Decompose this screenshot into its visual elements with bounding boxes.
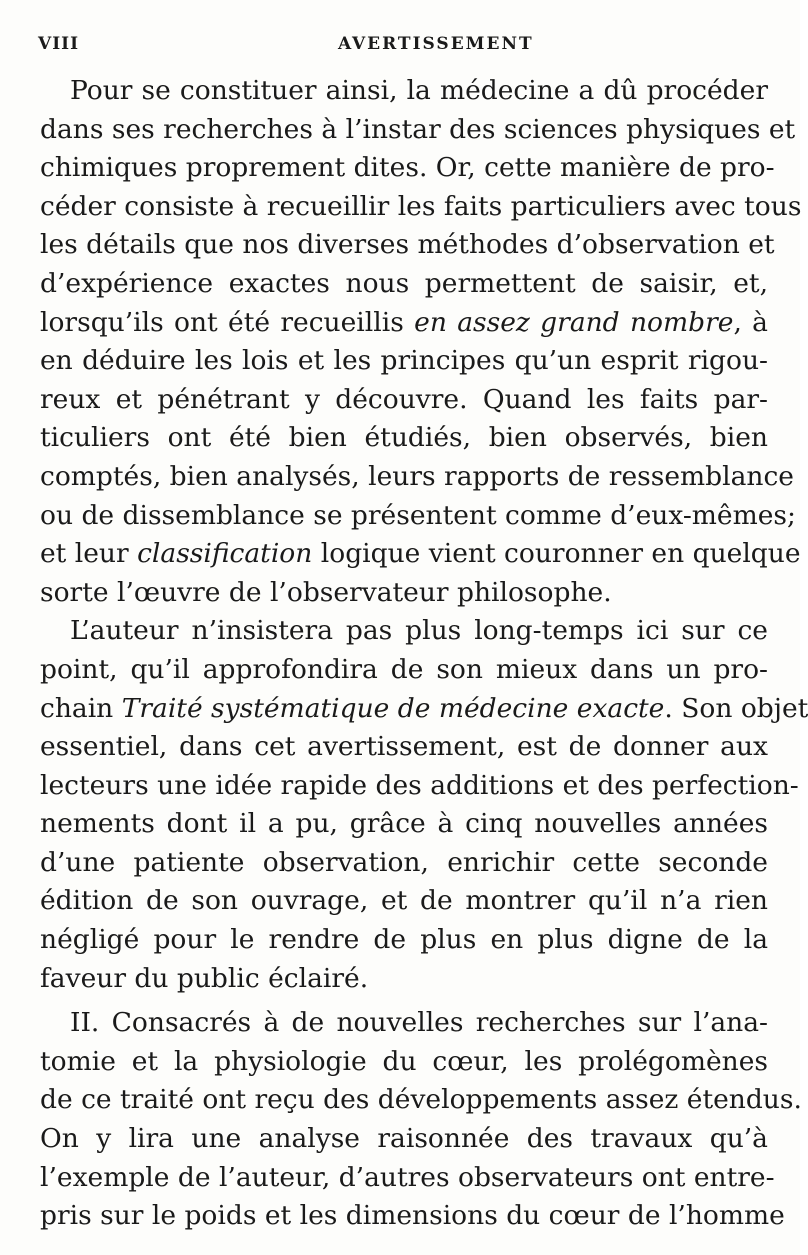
text-line: nements dont il a pu, grâce à cinq nouvelles années (40, 808, 768, 840)
text-line: édition de son ouvrage, et de montrer qu’il n’a rien (40, 885, 768, 917)
text-line: en déduire les lois et les principes qu’un esprit rigou- (40, 345, 768, 377)
paragraph-1 (40, 72, 802, 612)
text-line: On y lira une analyse raisonnée des travaux qu’à (40, 1123, 768, 1155)
text-line: comptés, bien analysés, leurs rapports de ressemblance (40, 460, 794, 492)
text-line: ou de dissemblance se présentent comme d’eux-mêmes; (40, 499, 796, 531)
text-line: chain Traité systématique de médecine exacte. Son objet (40, 692, 808, 724)
text-line: tomie et la physiologie du cœur, les prolégomènes (40, 1045, 768, 1077)
text-line: II. Consacrés à de nouvelles recherches sur l’ana- (70, 1007, 768, 1039)
text-line: Pour se constituer ainsi, la médecine a dû procéder (70, 75, 768, 106)
text-line: de ce traité ont reçu des développements assez étendus. (40, 1084, 802, 1116)
text-line: dans ses recherches à l’instar des sciences physiques et (40, 113, 796, 145)
text-line: essentiel, dans cet avertissement, est de donner aux (40, 731, 768, 763)
italic-phrase: classification (137, 538, 313, 570)
page-header (38, 34, 766, 58)
text-line: ticuliers ont été bien étudiés, bien observés, bien (40, 422, 768, 454)
text-line: pris sur le poids et les dimensions du cœur de l’homme (40, 1200, 785, 1232)
text-line: chimiques proprement dites. Or, cette manière de pro- (40, 152, 775, 184)
body-text (40, 72, 808, 1236)
paragraph-2 (40, 612, 808, 998)
text-line: reux et pénétrant y découvre. Quand les faits par- (40, 383, 768, 415)
italic-phrase: en assez grand nombre (414, 306, 734, 338)
text-line: lecteurs une idée rapide des additions et des perfection- (40, 769, 799, 801)
text-line: point, qu’il approfondira de son mieux dans un pro- (40, 653, 768, 685)
text-line: négligé pour le rendre de plus en plus digne de la (40, 924, 768, 956)
italic-title: Traité systématique de médecine exacte (121, 692, 665, 724)
text-line: l’exemple de l’auteur, d’autres observateurs ont entre- (40, 1161, 775, 1193)
text-line: céder consiste à recueillir les faits particuliers avec tous (40, 190, 802, 222)
text-line: les détails que nos diverses méthodes d’observation et (40, 229, 775, 261)
running-head: AVERTISSEMENT (338, 34, 534, 54)
paragraph-3 (40, 1004, 802, 1236)
text-line: L’auteur n’insistera pas plus long-temps ici sur ce (70, 615, 768, 647)
text-line: sorte l’œuvre de l’observateur philosophe. (40, 576, 612, 608)
text-line: et leur classification logique vient couronner en quelque (40, 538, 801, 570)
text-line: lorsqu’ils ont été recueillis en assez grand nombre, à (40, 306, 768, 338)
page-number: VIII (38, 34, 80, 54)
text-line: d’expérience exactes nous permettent de saisir, et, (40, 267, 768, 299)
text-line: faveur du public éclairé. (40, 962, 369, 994)
text-line: d’une patiente observation, enrichir cette seconde (40, 846, 768, 878)
